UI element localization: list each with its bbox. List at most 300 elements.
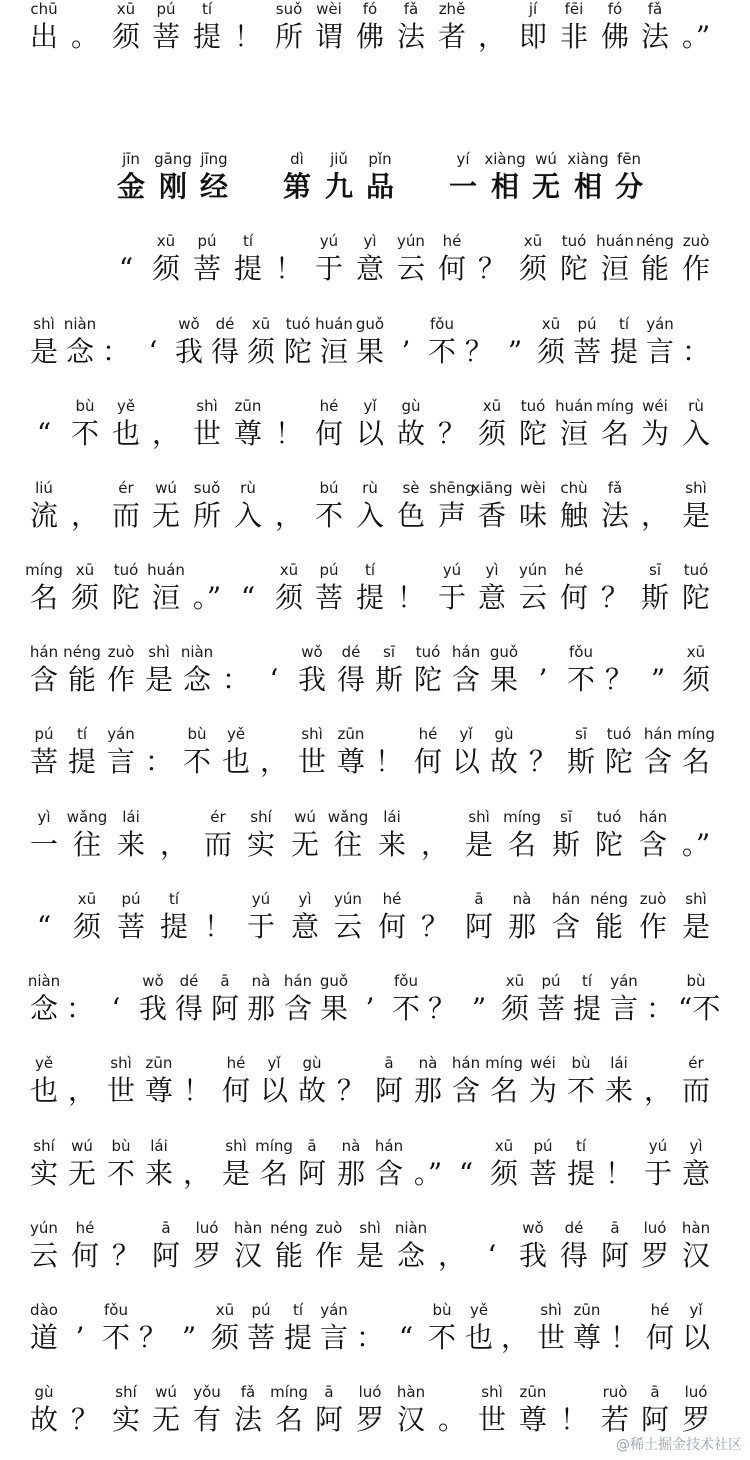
pinyin: fǎ bbox=[607, 479, 623, 497]
hanzi: 法 bbox=[600, 499, 629, 532]
pinyin: hé bbox=[564, 561, 584, 579]
pinyin: tí bbox=[201, 0, 213, 18]
pinyin: shì bbox=[225, 1137, 247, 1155]
hanzi: 能 bbox=[640, 252, 669, 285]
pinyin: lái bbox=[122, 808, 140, 826]
pinyin: xū bbox=[77, 890, 97, 908]
pinyin: tuó bbox=[561, 232, 587, 250]
hanzi: 陀 bbox=[559, 252, 588, 285]
hanzi: 果 bbox=[489, 663, 518, 696]
pinyin: xū bbox=[215, 1301, 235, 1319]
hanzi: 九 bbox=[324, 170, 353, 203]
pinyin: ā bbox=[610, 1219, 620, 1237]
hanzi: 须 bbox=[489, 1157, 518, 1190]
hanzi: 果 bbox=[355, 335, 384, 368]
hanzi: 何 bbox=[314, 417, 343, 450]
hanzi: 得 bbox=[210, 335, 239, 368]
hanzi: 色 bbox=[396, 499, 425, 532]
hanzi: ！ bbox=[182, 1074, 211, 1107]
pinyin: xū bbox=[156, 232, 176, 250]
hanzi: 菩 bbox=[116, 910, 145, 943]
pinyin: niàn bbox=[394, 1219, 428, 1237]
hanzi: 故 bbox=[489, 745, 518, 778]
watermark: @稀土掘金技术社区 bbox=[616, 1437, 742, 1453]
hanzi: 一 bbox=[29, 828, 58, 861]
pinyin: xiàng bbox=[484, 150, 526, 168]
pinyin: luó bbox=[643, 1219, 667, 1237]
pinyin: míng bbox=[255, 1137, 293, 1155]
pinyin: pú bbox=[156, 0, 176, 18]
pinyin: hán bbox=[451, 643, 481, 661]
pinyin: lái bbox=[383, 808, 401, 826]
pinyin: shēng bbox=[429, 479, 475, 497]
pinyin: nà bbox=[251, 972, 271, 990]
pinyin: yǐ bbox=[689, 1301, 703, 1319]
pinyin: yě bbox=[116, 397, 136, 415]
pinyin: ā bbox=[384, 1054, 394, 1072]
hanzi: 何 bbox=[559, 581, 588, 614]
pinyin: zuò bbox=[107, 643, 135, 661]
pinyin: hàn bbox=[681, 1219, 711, 1237]
pinyin: xū bbox=[686, 643, 706, 661]
pinyin: sī bbox=[383, 643, 395, 661]
hanzi: 无 bbox=[290, 828, 319, 861]
hanzi: 提 bbox=[67, 745, 96, 778]
pinyin: tuó bbox=[415, 643, 441, 661]
hanzi: 入 bbox=[681, 417, 710, 450]
hanzi: 提 bbox=[609, 335, 638, 368]
pinyin: xū bbox=[251, 315, 271, 333]
pinyin: fǒu bbox=[569, 643, 593, 661]
hanzi: 不 bbox=[566, 1074, 595, 1107]
hanzi: 以 bbox=[259, 1074, 288, 1107]
text-line bbox=[0, 1219, 750, 1283]
pinyin: ā bbox=[220, 972, 230, 990]
hanzi: 含 bbox=[643, 745, 672, 778]
pinyin: jí bbox=[528, 0, 538, 18]
hanzi: 一 bbox=[448, 170, 477, 203]
pinyin: wǒ bbox=[301, 643, 323, 661]
pinyin: lái bbox=[150, 1137, 168, 1155]
pinyin: shì bbox=[110, 1054, 132, 1072]
pinyin: tí bbox=[168, 890, 180, 908]
hanzi: 须 bbox=[477, 417, 506, 450]
pinyin: tuó bbox=[683, 561, 709, 579]
pinyin: tí bbox=[618, 315, 630, 333]
text-line bbox=[0, 643, 750, 707]
hanzi: 香 bbox=[477, 499, 506, 532]
hanzi: ： bbox=[101, 335, 130, 368]
hanzi: 何 bbox=[437, 252, 466, 285]
hanzi: ！ bbox=[274, 252, 303, 285]
pinyin: míng bbox=[677, 725, 715, 743]
hanzi: 刚 bbox=[158, 170, 187, 203]
pinyin: shí bbox=[250, 808, 272, 826]
pinyin: shì bbox=[359, 1219, 381, 1237]
hanzi: 洹 bbox=[151, 581, 180, 614]
pinyin: xū bbox=[494, 1137, 514, 1155]
pinyin: míng bbox=[596, 397, 634, 415]
pinyin: tuó bbox=[520, 397, 546, 415]
pinyin: jiǔ bbox=[330, 150, 348, 168]
hanzi: 须 bbox=[274, 581, 303, 614]
hanzi: ！ bbox=[609, 1321, 638, 1354]
pinyin: fǒu bbox=[430, 315, 454, 333]
pinyin: guǒ bbox=[489, 643, 519, 661]
hanzi: 何 bbox=[377, 910, 406, 943]
hanzi: 即 bbox=[518, 20, 547, 53]
pinyin: luó bbox=[195, 1219, 219, 1237]
pinyin: xū bbox=[523, 232, 543, 250]
hanzi: 作 bbox=[681, 252, 710, 285]
pinyin: wú bbox=[71, 1137, 93, 1155]
hanzi: 实 bbox=[111, 1403, 140, 1436]
hanzi: 是 bbox=[29, 335, 58, 368]
hanzi: 提 bbox=[159, 910, 188, 943]
hanzi: 有 bbox=[192, 1403, 221, 1436]
hanzi: ？ bbox=[600, 581, 629, 614]
pinyin: ā bbox=[474, 890, 484, 908]
hanzi: 意 bbox=[290, 910, 319, 943]
hanzi: 提 bbox=[283, 1321, 312, 1354]
pinyin: luó bbox=[684, 1383, 708, 1401]
pinyin: wèi bbox=[520, 479, 546, 497]
hanzi: 于 bbox=[314, 252, 343, 285]
pinyin: fó bbox=[607, 0, 623, 18]
hanzi: ？ bbox=[437, 417, 466, 450]
pinyin: wèi bbox=[316, 0, 342, 18]
hanzi: 含 bbox=[374, 1157, 403, 1190]
hanzi: ， bbox=[274, 499, 303, 532]
hanzi: 触 bbox=[559, 499, 588, 532]
hanzi: 菩 bbox=[151, 20, 180, 53]
hanzi: 者 bbox=[437, 20, 466, 53]
hanzi: 名 bbox=[274, 1403, 303, 1436]
hanzi: 须 bbox=[681, 663, 710, 696]
pinyin: yán bbox=[646, 315, 674, 333]
text-line bbox=[0, 0, 750, 64]
hanzi: 名 bbox=[29, 581, 58, 614]
hanzi: ， bbox=[159, 828, 188, 861]
hanzi: ， bbox=[70, 499, 99, 532]
hanzi: ： bbox=[681, 335, 710, 368]
pinyin: ā bbox=[650, 1383, 660, 1401]
pinyin: dé bbox=[179, 972, 199, 990]
pinyin: suǒ bbox=[193, 479, 221, 497]
hanzi: ？ bbox=[138, 1321, 167, 1354]
hanzi: 相 bbox=[573, 170, 602, 203]
hanzi: 第 bbox=[282, 170, 311, 203]
pinyin: yú bbox=[251, 890, 271, 908]
hanzi: 不 bbox=[70, 417, 99, 450]
text-line bbox=[0, 1137, 750, 1201]
hanzi: 得 bbox=[174, 992, 203, 1025]
hanzi: 分 bbox=[614, 170, 643, 203]
hanzi: 须 bbox=[246, 335, 275, 368]
hanzi: ： bbox=[645, 992, 674, 1025]
pinyin: hé bbox=[442, 232, 462, 250]
hanzi: 。 bbox=[70, 20, 99, 53]
hanzi: 是 bbox=[681, 499, 710, 532]
pinyin: ā bbox=[307, 1137, 317, 1155]
hanzi: 阿 bbox=[600, 1239, 629, 1272]
pinyin: wú bbox=[294, 808, 316, 826]
hanzi: 流 bbox=[29, 499, 58, 532]
pinyin: xū bbox=[279, 561, 299, 579]
pinyin: guǒ bbox=[319, 972, 349, 990]
hanzi: ” bbox=[507, 335, 523, 368]
pinyin: yún bbox=[519, 561, 547, 579]
hanzi: 实 bbox=[246, 828, 275, 861]
hanzi: ‘ bbox=[148, 335, 158, 368]
hanzi: 须 bbox=[72, 910, 101, 943]
hanzi: 声 bbox=[437, 499, 466, 532]
pinyin: chū bbox=[30, 0, 58, 18]
pinyin: néng bbox=[63, 643, 101, 661]
pinyin: hán bbox=[283, 972, 313, 990]
pinyin: sī bbox=[575, 725, 587, 743]
hanzi: ！ bbox=[274, 417, 303, 450]
pinyin: yǐ bbox=[267, 1054, 281, 1072]
hanzi: 何 bbox=[413, 745, 442, 778]
hanzi: “ bbox=[398, 1321, 414, 1354]
hanzi: 菩 bbox=[536, 992, 565, 1025]
hanzi: 我 bbox=[138, 992, 167, 1025]
pinyin: hé bbox=[418, 725, 438, 743]
hanzi: 罗 bbox=[640, 1239, 669, 1272]
pinyin: ér bbox=[210, 808, 226, 826]
text-line bbox=[0, 561, 750, 625]
pinyin: wú bbox=[155, 1383, 177, 1401]
hanzi: 斯 bbox=[374, 663, 403, 696]
hanzi: ， bbox=[420, 828, 449, 861]
hanzi: 而 bbox=[203, 828, 232, 861]
pinyin: nà bbox=[341, 1137, 361, 1155]
hanzi: 故 bbox=[297, 1074, 326, 1107]
hanzi: 作 bbox=[106, 663, 135, 696]
hanzi: ’ bbox=[401, 335, 411, 368]
pinyin: gāng bbox=[154, 150, 192, 168]
pinyin: xū bbox=[541, 315, 561, 333]
pinyin: bù bbox=[686, 972, 706, 990]
hanzi: 尊 bbox=[144, 1074, 173, 1107]
pinyin: shì bbox=[33, 315, 55, 333]
text-line bbox=[0, 479, 750, 543]
pinyin: sè bbox=[402, 479, 420, 497]
hanzi: 洹 bbox=[600, 252, 629, 285]
pinyin: zuò bbox=[315, 1219, 343, 1237]
pinyin: pú bbox=[577, 315, 597, 333]
chapter-heading bbox=[0, 150, 750, 214]
hanzi: 入 bbox=[355, 499, 384, 532]
pinyin: míng bbox=[503, 808, 541, 826]
pinyin: hán bbox=[643, 725, 673, 743]
pinyin: fǒu bbox=[104, 1301, 128, 1319]
hanzi: 陀 bbox=[283, 335, 312, 368]
pinyin: yǐ bbox=[459, 725, 473, 743]
hanzi: 往 bbox=[72, 828, 101, 861]
hanzi: ‘ bbox=[111, 992, 121, 1025]
hanzi: 阿 bbox=[151, 1239, 180, 1272]
hanzi: 也 bbox=[464, 1321, 493, 1354]
pinyin: tuó bbox=[596, 808, 622, 826]
hanzi: 何 bbox=[221, 1074, 250, 1107]
hanzi: “ bbox=[240, 581, 256, 614]
hanzi: 含 bbox=[283, 992, 312, 1025]
hanzi: 罗 bbox=[681, 1403, 710, 1436]
hanzi: ！ bbox=[396, 581, 425, 614]
pinyin: bù bbox=[111, 1137, 131, 1155]
pinyin: yún bbox=[30, 1219, 58, 1237]
hanzi: 是 bbox=[144, 663, 173, 696]
pinyin: yì bbox=[298, 890, 312, 908]
pinyin: zuò bbox=[639, 890, 667, 908]
hanzi: 言 bbox=[609, 992, 638, 1025]
pinyin: yǒu bbox=[193, 1383, 221, 1401]
pinyin: nà bbox=[418, 1054, 438, 1072]
hanzi: 菩 bbox=[528, 1157, 557, 1190]
hanzi: ， bbox=[640, 499, 669, 532]
hanzi: 我 bbox=[174, 335, 203, 368]
pinyin: bú bbox=[319, 479, 339, 497]
pinyin: bù bbox=[187, 725, 207, 743]
pinyin: zhě bbox=[438, 0, 466, 18]
pinyin: tí bbox=[581, 972, 593, 990]
hanzi: 含 bbox=[638, 828, 667, 861]
pinyin: shì bbox=[468, 808, 490, 826]
hanzi: 那 bbox=[507, 910, 536, 943]
hanzi: 味 bbox=[518, 499, 547, 532]
hanzi: 不 bbox=[566, 663, 595, 696]
pinyin: jīng bbox=[200, 150, 228, 168]
hanzi: 故 bbox=[396, 417, 425, 450]
pinyin: xū bbox=[505, 972, 525, 990]
hanzi: 尊 bbox=[233, 417, 262, 450]
hanzi: 故 bbox=[29, 1403, 58, 1436]
pinyin: fēn bbox=[616, 150, 642, 168]
hanzi: 无 bbox=[151, 499, 180, 532]
hanzi: 非 bbox=[559, 20, 588, 53]
hanzi: ’ bbox=[75, 1321, 85, 1354]
hanzi: 尊 bbox=[336, 745, 365, 778]
hanzi: 为 bbox=[528, 1074, 557, 1107]
text-line bbox=[0, 890, 750, 954]
pinyin: yì bbox=[37, 808, 51, 826]
pinyin: pú bbox=[541, 972, 561, 990]
pinyin: bù bbox=[432, 1301, 452, 1319]
hanzi: 是 bbox=[464, 828, 493, 861]
hanzi: 也 bbox=[221, 745, 250, 778]
pinyin: huán bbox=[555, 397, 593, 415]
hanzi: 来 bbox=[144, 1157, 173, 1190]
hanzi: 菩 bbox=[246, 1321, 275, 1354]
hanzi: 阿 bbox=[374, 1074, 403, 1107]
hanzi: 为 bbox=[640, 417, 669, 450]
hanzi: 汉 bbox=[233, 1239, 262, 1272]
pinyin: yú bbox=[319, 232, 339, 250]
hanzi: ， bbox=[259, 745, 288, 778]
hanzi: 意 bbox=[477, 581, 506, 614]
hanzi: 斯 bbox=[551, 828, 580, 861]
pinyin: hé bbox=[382, 890, 402, 908]
text-line bbox=[0, 315, 750, 379]
hanzi: “不 bbox=[678, 992, 721, 1025]
hanzi: 提 bbox=[233, 252, 262, 285]
hanzi: 法 bbox=[640, 20, 669, 53]
hanzi: 云 bbox=[518, 581, 547, 614]
pinyin: hé bbox=[75, 1219, 95, 1237]
pinyin: pú bbox=[251, 1301, 271, 1319]
hanzi: 名 bbox=[681, 745, 710, 778]
pinyin: hán bbox=[451, 1054, 481, 1072]
pinyin: néng bbox=[590, 890, 628, 908]
hanzi: 菩 bbox=[29, 745, 58, 778]
hanzi: 念 bbox=[65, 335, 94, 368]
hanzi: 无 bbox=[531, 170, 560, 203]
hanzi: 陀 bbox=[413, 663, 442, 696]
pinyin: fǎ bbox=[647, 0, 663, 18]
hanzi: 作 bbox=[638, 910, 667, 943]
pinyin: fó bbox=[362, 0, 378, 18]
pinyin: niàn bbox=[180, 643, 214, 661]
pinyin: shì bbox=[685, 890, 707, 908]
hanzi: 佛 bbox=[355, 20, 384, 53]
hanzi: 陀 bbox=[681, 581, 710, 614]
pinyin: shì bbox=[301, 725, 323, 743]
hanzi: “ bbox=[458, 1157, 474, 1190]
hanzi: ： bbox=[355, 1321, 384, 1354]
hanzi: 道 bbox=[29, 1321, 58, 1354]
hanzi: 含 bbox=[29, 663, 58, 696]
hanzi: 言 bbox=[645, 335, 674, 368]
pinyin: pú bbox=[34, 725, 54, 743]
hanzi: 。” bbox=[192, 581, 222, 614]
hanzi: ， bbox=[182, 1157, 211, 1190]
hanzi: ！ bbox=[559, 1403, 588, 1436]
pinyin: zūn bbox=[234, 397, 262, 415]
pinyin: ér bbox=[688, 1054, 704, 1072]
hanzi: 斯 bbox=[640, 581, 669, 614]
pinyin: ruò bbox=[602, 1383, 628, 1401]
pinyin: wú bbox=[535, 150, 557, 168]
pinyin: xiàng bbox=[567, 150, 609, 168]
hanzi: 得 bbox=[336, 663, 365, 696]
pinyin: rù bbox=[688, 397, 704, 415]
pinyin: yú bbox=[442, 561, 462, 579]
hanzi: 阿 bbox=[210, 992, 239, 1025]
hanzi: 世 bbox=[297, 745, 326, 778]
pinyin: wéi bbox=[642, 397, 668, 415]
pinyin: dé bbox=[341, 643, 361, 661]
pinyin: niàn bbox=[27, 972, 61, 990]
hanzi: ？ bbox=[528, 745, 557, 778]
hanzi: 无 bbox=[151, 1403, 180, 1436]
hanzi: 是 bbox=[221, 1157, 250, 1190]
pinyin: wú bbox=[155, 479, 177, 497]
pinyin: shì bbox=[148, 643, 170, 661]
hanzi: ？ bbox=[111, 1239, 140, 1272]
hanzi: ’ bbox=[365, 992, 375, 1025]
hanzi: 不 bbox=[427, 1321, 456, 1354]
hanzi: 汉 bbox=[681, 1239, 710, 1272]
hanzi: 于 bbox=[643, 1157, 672, 1190]
hanzi: ？ bbox=[420, 910, 449, 943]
hanzi: ， bbox=[500, 1321, 529, 1354]
pinyin: yì bbox=[689, 1137, 703, 1155]
hanzi: ” bbox=[181, 1321, 197, 1354]
hanzi: 意 bbox=[355, 252, 384, 285]
pinyin: dì bbox=[290, 150, 304, 168]
